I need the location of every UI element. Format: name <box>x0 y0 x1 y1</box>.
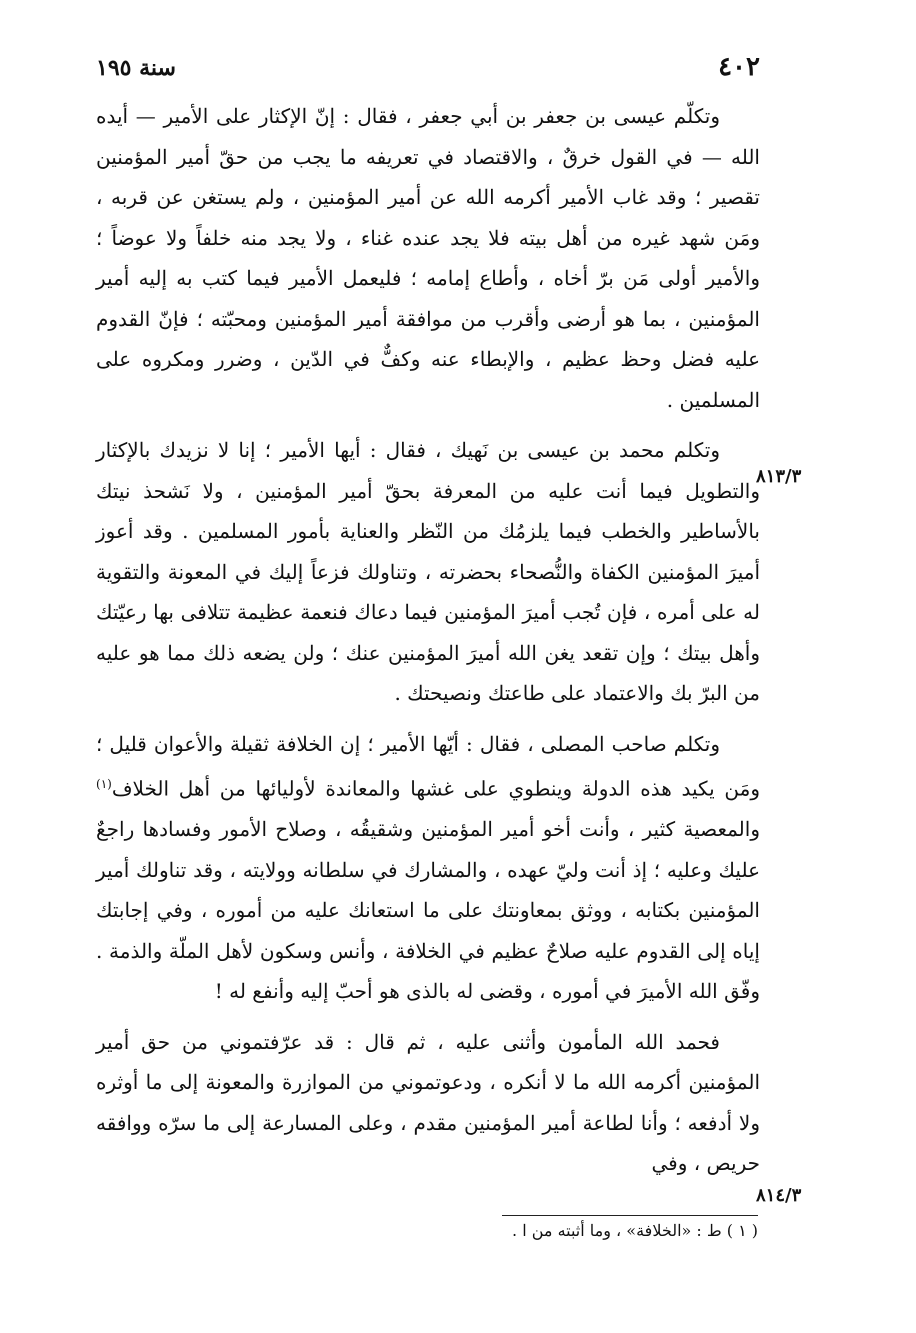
paragraph-text-part-1: وتكلم صاحب المصلى ، فقال : أيّها الأمير ؛ إن الخلافة ثقيلة والأعوان قليل ؛ ومَن يكيد هذه الدولة وينطوي على غشها والمعاندة لأوليائها من أهل الخلاف <box>96 731 760 801</box>
page-number: ٤٠٢ <box>718 52 760 82</box>
paragraph-isa-bin-jafar: وتكلّم عيسى بن جعفر بن أبي جعفر ، فقال : إنّ الإكثار على الأمير — أيده الله — في القول خرقٌ ، والاقتصاد في تعريفه ما يجب من حقّ أمير المؤمنين تقصير ؛ وقد غاب الأمير أكرمه الله عن أمير المؤمنين ، ولم يستغن عن قربه ، ومَن شهد غيره من أهل بيته فلا يجد عنده غناء ، ولا يجد منه خلفاً ولا عوضاً ؛ والأمير أولى مَن برّ أخاه ، وأطاع إمامه ؛ فليعمل الأمير فيما كتب به إليه أمير المؤمنين ، بما هو أرضى وأقرب من موافقة أمير المؤمنين ومحبّته ؛ فإنّ القدوم عليه فضل وحظ عظيم ، والإبطاء عنه وكفٌّ في الدّين ، وضرر ومكروه على المسلمين . <box>96 104 761 412</box>
paragraph-sahib-al-musalla <box>96 724 760 1012</box>
page-header <box>96 52 760 92</box>
footnote-marker: (١) <box>96 777 112 791</box>
margin-reference-814: ٨١٤/٣ <box>756 1185 802 1206</box>
paragraph-al-mamun-reply: فحمد الله المأمون وأثنى عليه ، ثم قال : قد عرّفتموني من حق أمير المؤمنين أكرمه الله ما لا أنكره ، ودعوتموني من الموازرة والمعونة إلى ما أوثره ولا أدفعه ؛ وأنا لطاعة أمير المؤمنين مقدم ، وعلى المسارعة إلى ما سرّه ووافقه حريص ، وفي <box>96 1029 760 1176</box>
paragraph-muhammad-bin-isa: وتكلم محمد بن عيسى بن نَهيك ، فقال : أيها الأمير ؛ إنا لا نزيدك بالإكثار والتطويل فيما أنت عليه من المعرفة بحقّ أمير المؤمنين ، ولا نَشحذ نيتك بالأساطير والخطب فيما يلزمُك من النّظر والعناية بأمور المسلمين . وقد أعوز أميرَ المؤمنين الكفاة والنُّصحاء بحضرته ، وتناولك فزعاً إليك في المعونة والتقوية له على أمره ، فإن تُجب أميرَ المؤمنين فيما دعاك فنعمة عظيمة تتلافى بها رعيّتك وأهل بيتك ؛ وإن تقعد يغن الله أميرَ المؤمنين عنك ؛ ولن يضعه ذلك مما هو عليه من البرّ بك والاعتماد على طاعتك ونصيحتك . <box>96 438 760 705</box>
main-text <box>96 96 760 1184</box>
year-label: سنة ١٩٥ <box>96 55 176 81</box>
footnote-divider <box>502 1215 758 1216</box>
paragraph-text-part-2: والمعصية كثير ، وأنت أخو أمير المؤمنين وشقيقُه ، وصلاح الأمور وفسادها راجعٌ عليك وعليه ؛ إذ أنت وليّ عهده ، والمشارك في سلطانه وولايته ، وقد تناولك أمير المؤمنين بكتابه ، ووثق بمعاونتك على ما استعانك عليه من أموره ، وفي إجابتك إياه إلى القدوم عليه صلاحٌ عظيم في الخلافة ، وأنس وسكون لأهل الملّة والذمة . وفّق الله الأميرَ في أموره ، وقضى له بالذى هو أحبّ إليه وأنفع له ! <box>96 817 760 1004</box>
margin-reference-813: ٨١٣/٣ <box>756 466 802 487</box>
footnote: ( ١ ) ط : «الخلافة» ، وما أثبته من ا . <box>512 1221 758 1240</box>
